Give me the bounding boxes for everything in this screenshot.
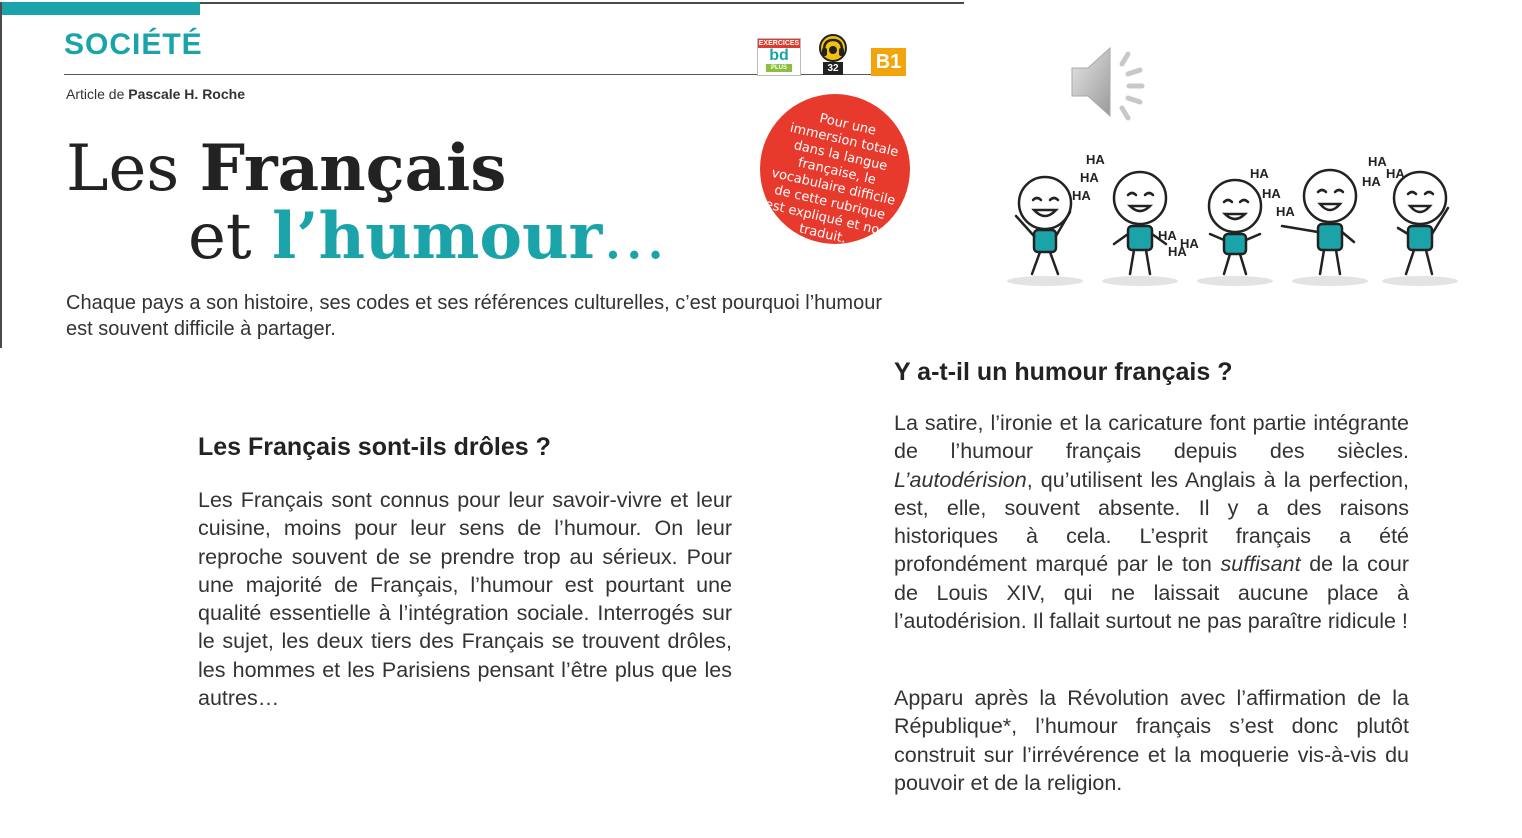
laughing-figures-icon: [1000, 148, 1470, 290]
plus-label: PLUS: [766, 64, 792, 72]
top-border: [200, 2, 964, 4]
para-text: , qu’utilisent les Anglais à la perfection, est, elle, souvent absente. Il y a des raisons historiques à cela. L’esprit français a été profondément marqué par le ton: [894, 467, 1409, 577]
speaker-icon[interactable]: [1066, 40, 1156, 124]
section-paragraph-right-2: Apparu après la Révolution avec l’affirmation de la République*, l’humour français s’est donc plutôt construit sur l’irrévérence et la moquerie vis-à-vis du pouvoir et de la religion.: [894, 686, 1409, 795]
title-line-1: [66, 131, 507, 206]
immersion-note-badge: [760, 94, 910, 247]
intro-paragraph: Chaque pays a son histoire, ses codes et ses références culturelles, c’est pourquoi l’humour est souvent difficile à partager.: [66, 292, 882, 340]
title-word-francais: Français: [199, 131, 507, 206]
title-word-et: et: [188, 200, 252, 274]
laugh-text: HA: [1180, 236, 1199, 251]
byline-prefix: Article de: [66, 86, 125, 102]
laugh-text: HA: [1158, 228, 1177, 243]
laugh-text: HA: [1080, 170, 1099, 185]
audio-track-badge: [817, 34, 849, 76]
para-text: La satire, l’ironie et la caricature font partie intégrante de l’humour français depuis des siècles.: [894, 411, 1409, 464]
title-word-humour: l’humour: [271, 199, 603, 274]
section-paragraph-left: Les Français sont connus pour leur savoir-vivre et leur cuisine, moins pour leur sens de l’humour. On leur reproche souvent de se prendre trop au sérieux. Pour une majorité de Français, l’humour est pourtant une qualité essentielle à l’intégration sociale. Interrogés sur le sujet, les deux tiers des Français se trouvent drôles, les hommes et les Parisiens pensant l’être plus que les autres…: [198, 488, 732, 711]
para-text: de la cour de Louis XIV, qui ne laissait aucune place à l’autodérision. Il fallait surtout ne pas paraître ridicule !: [894, 552, 1409, 634]
exercices-tag: EXERCICES: [758, 40, 800, 47]
section-heading-right: Y a-t-il un humour français ?: [894, 358, 1233, 386]
laugh-text: HA: [1168, 244, 1187, 259]
section-label: SOCIÉTÉ: [64, 28, 203, 61]
exercices-bd-plus-badge: [757, 38, 801, 76]
accent-bar: [0, 2, 200, 15]
title-line-2: [188, 199, 667, 274]
audio-track-number: 32: [827, 63, 839, 74]
laugh-text: HA: [1368, 154, 1387, 169]
para-italic-autoderision: L’autodérision: [894, 467, 1027, 492]
section-paragraph-right-1: [894, 409, 1409, 635]
laugh-text: HA: [1250, 166, 1269, 181]
bd-label: bd: [769, 47, 789, 64]
laugh-text: HA: [1086, 152, 1105, 167]
laugh-text: HA: [1386, 166, 1405, 181]
laugh-text: HA: [1262, 186, 1281, 201]
title-word-les: Les: [66, 132, 180, 206]
section-heading-left: Les Français sont-ils drôles ?: [198, 433, 551, 461]
laugh-text: HA: [1276, 204, 1295, 219]
immersion-note-text: Pour une immersion totale dans la langue française, le vocabulaire difficile de cette rubrique est expliqué et non traduit.: [763, 111, 900, 247]
laugh-text: HA: [1072, 188, 1091, 203]
laugh-text: HA: [1362, 174, 1381, 189]
left-border: [0, 2, 2, 348]
author-name: Pascale H. Roche: [128, 86, 245, 102]
title-ellipsis: …: [602, 200, 667, 274]
para-italic-suffisant: suffisant: [1220, 552, 1301, 577]
level-badge: B1: [871, 48, 906, 76]
byline: [66, 86, 245, 102]
